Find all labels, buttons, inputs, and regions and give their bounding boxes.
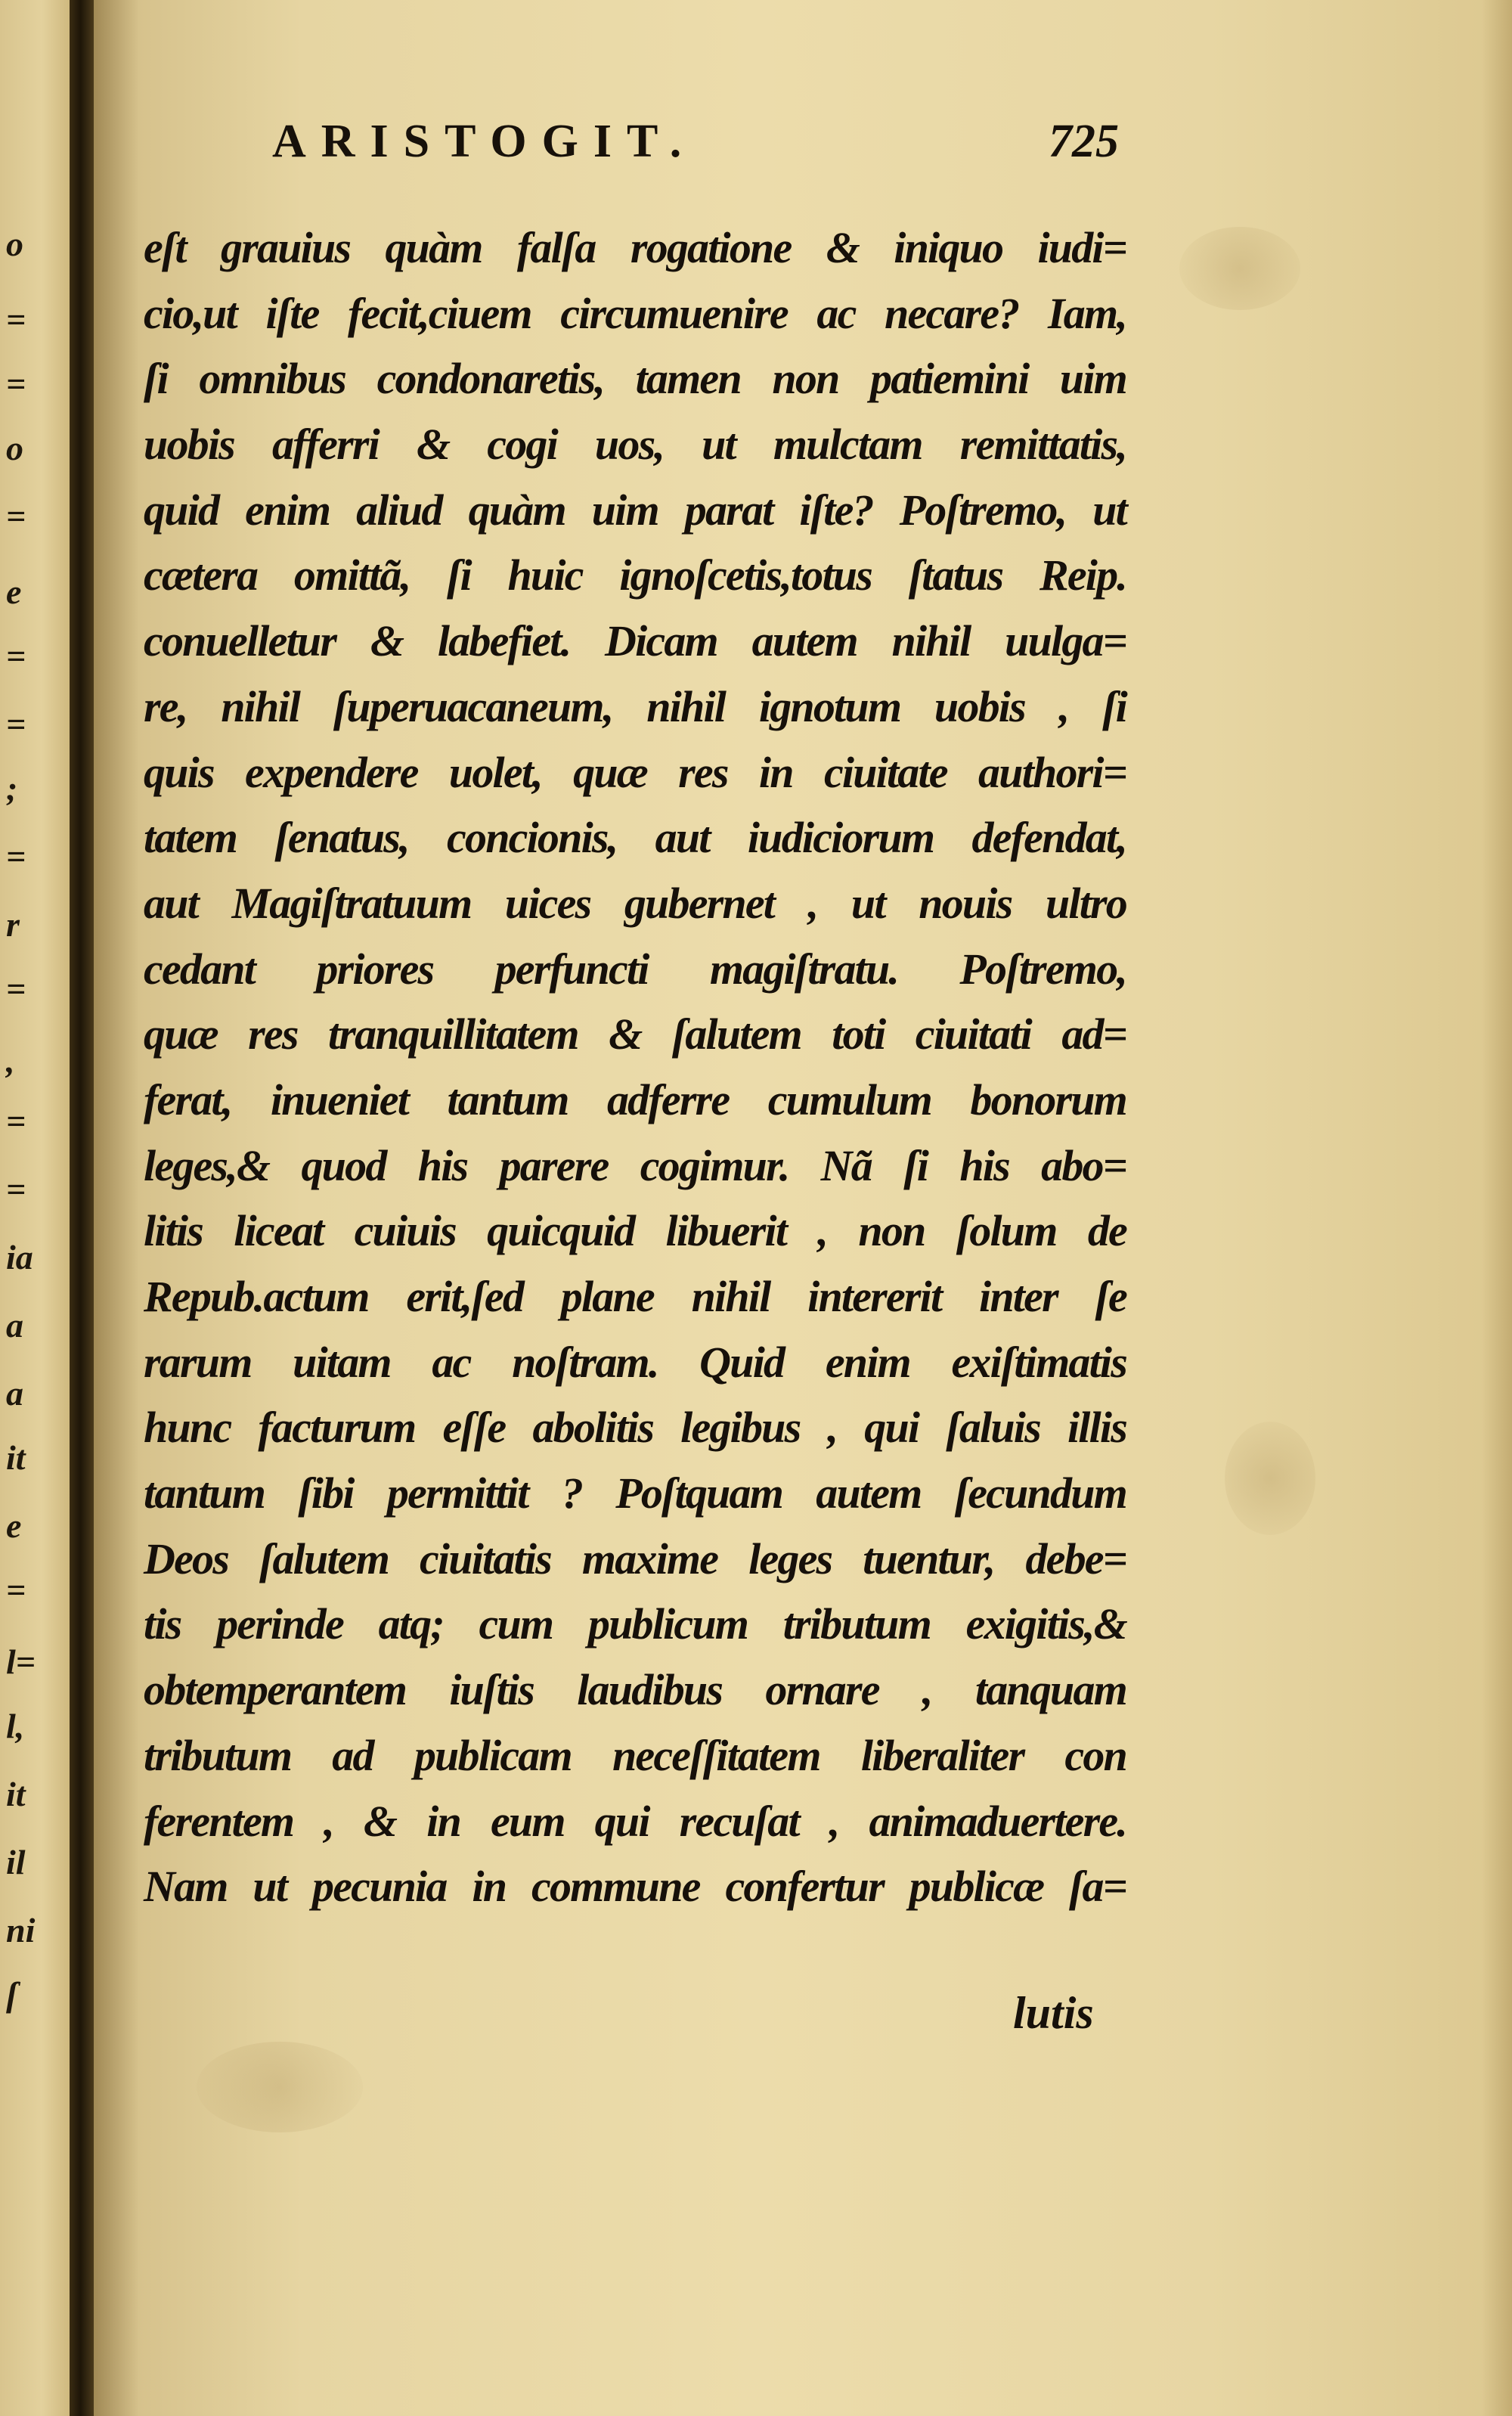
text-line: Repub.actum erit,ſed plane nihil intererit inter ſe xyxy=(144,1272,1126,1321)
text-line: tis perinde atq; cum publicum tributum exigitis,& xyxy=(144,1599,1126,1649)
margin-glyph: ia xyxy=(6,1238,33,1276)
paper-stain xyxy=(197,2042,363,2132)
body-text xyxy=(144,216,1126,1920)
margin-glyph: r xyxy=(6,905,20,944)
margin-glyph: l, xyxy=(6,1707,25,1745)
text-line: leges,& quod his parere cogimur. Nã ſi his abo= xyxy=(144,1140,1126,1190)
margin-glyph: = xyxy=(6,837,26,876)
text-line: conuelletur & labefiet. Dicam autem nihil uulga= xyxy=(144,616,1126,666)
text-line: uobis afferri & cogi uos, ut mulctam remittatis, xyxy=(144,420,1126,470)
page-header xyxy=(272,115,1119,175)
margin-glyph: a xyxy=(6,1306,23,1344)
margin-glyph: ; xyxy=(6,769,18,808)
text-line: ferat, inueniet tantum adferre cumulum bonorum xyxy=(144,1075,1126,1124)
page-edge-right xyxy=(1482,0,1512,2416)
text-line: aut Magiſtratuum uices gubernet , ut nouis ultro xyxy=(144,878,1126,928)
margin-glyph: l= xyxy=(6,1642,36,1681)
margin-glyph: il xyxy=(6,1843,26,1881)
running-head: ARISTOGIT. xyxy=(272,116,697,167)
text-line: rarum uitam ac noſtram. Quid enim exiſtimatis xyxy=(144,1337,1126,1387)
margin-glyph: e xyxy=(6,1506,22,1545)
margin-glyph: o xyxy=(6,429,23,467)
text-line: re, nihil ſuperuacaneum, nihil ignotum uobis , ſi xyxy=(144,681,1126,731)
text-line: cætera omittã, ſi huic ignoſcetis,totus ſtatus Reip. xyxy=(144,551,1126,600)
margin-glyph: o xyxy=(6,225,23,263)
book-gutter xyxy=(70,0,94,2416)
margin-glyph: = xyxy=(6,1571,26,1609)
text-line: Deos ſalutem ciuitatis maxime leges tuentur, debe= xyxy=(144,1534,1126,1583)
gutter-shadow xyxy=(94,0,139,2416)
margin-glyph: e xyxy=(6,572,22,611)
text-line: tatem ſenatus, concionis, aut iudiciorum defendat, xyxy=(144,813,1126,863)
paper-stain xyxy=(1225,1422,1315,1535)
margin-glyph: = xyxy=(6,1102,26,1140)
text-line: hunc facturum eſſe abolitis legibus , qui ſaluis illis xyxy=(144,1403,1126,1453)
text-line: cedant priores perfuncti magiſtratu. Poſtremo, xyxy=(144,944,1126,994)
margin-glyph: = xyxy=(6,969,26,1008)
margin-glyph: a xyxy=(6,1374,23,1413)
margin-glyph: = xyxy=(6,497,26,535)
margin-glyph: = xyxy=(6,1170,26,1208)
margin-glyph: it xyxy=(6,1438,26,1477)
margin-glyph: = xyxy=(6,364,26,403)
text-line: quis expendere uolet, quæ res in ciuitate authori= xyxy=(144,747,1126,797)
margin-glyph: it xyxy=(6,1775,26,1813)
text-line: Nam ut pecunia in commune confertur publicæ ſa= xyxy=(144,1862,1126,1912)
text-line: ſi omnibus condonaretis, tamen non patiemini uim xyxy=(144,354,1126,404)
margin-glyph: = xyxy=(6,637,26,675)
text-line: ferentem , & in eum qui recuſat , animaduertere. xyxy=(144,1796,1126,1846)
margin-glyph: = xyxy=(6,705,26,743)
page-number: 725 xyxy=(1049,116,1119,167)
margin-glyph: = xyxy=(6,300,26,339)
margin-glyph: ni xyxy=(6,1911,36,1949)
text-line: litis liceat cuiuis quicquid libuerit , non ſolum de xyxy=(144,1206,1126,1256)
paper-stain xyxy=(1179,227,1300,310)
text-line: obtemperantem iuſtis laudibus ornare , tanquam xyxy=(144,1665,1126,1715)
catchword: lutis xyxy=(1013,1988,1094,2038)
text-line: tributum ad publicam neceſſitatem liberaliter con xyxy=(144,1730,1126,1780)
text-line: quid enim aliud quàm uim parat iſte? Poſtremo, ut xyxy=(144,485,1126,535)
text-line: eſt grauius quàm falſa rogatione & iniquo iudi= xyxy=(144,223,1126,272)
text-line: cio,ut iſte fecit,ciuem circumuenire ac necare? Iam, xyxy=(144,288,1126,338)
margin-glyph: , xyxy=(6,1041,15,1080)
text-line: tantum ſibi permittit ? Poſtquam autem ſecundum xyxy=(144,1469,1126,1518)
margin-glyph: ſ xyxy=(6,1975,18,2014)
text-line: quæ res tranquillitatem & ſalutem toti ciuitati ad= xyxy=(144,1010,1126,1059)
